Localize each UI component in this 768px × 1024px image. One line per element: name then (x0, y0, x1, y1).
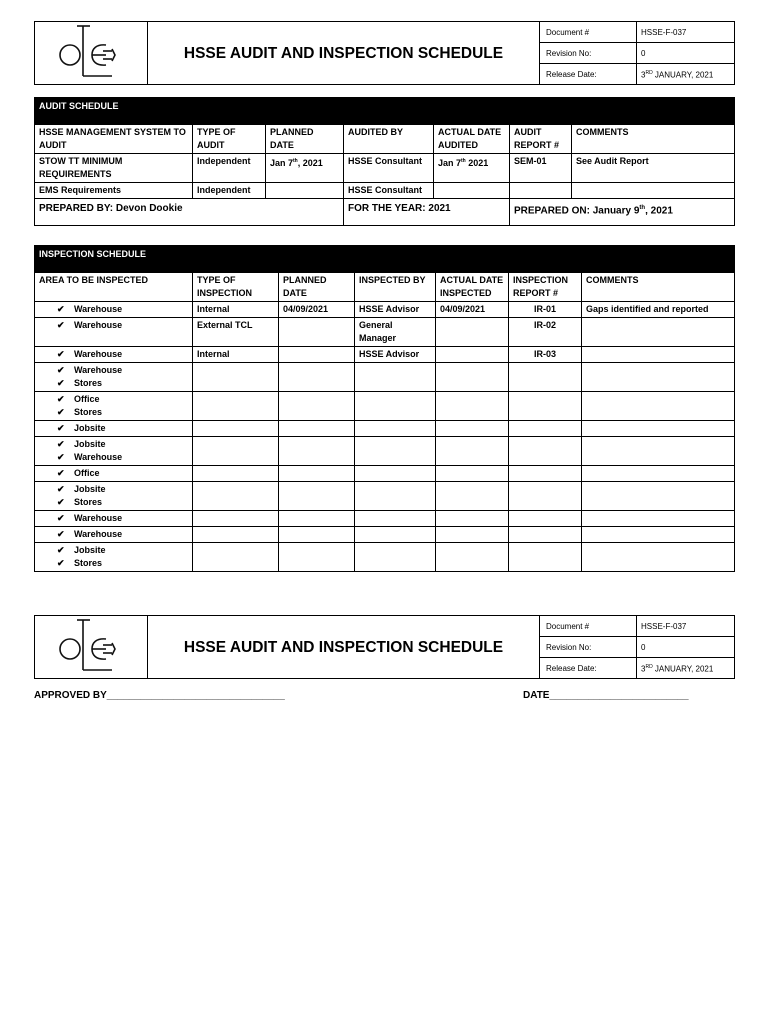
inspection-cell-actual: 04/09/2021 (436, 302, 509, 318)
col-header: PLANNED DATE (266, 125, 344, 154)
inspection-cell-report (509, 363, 582, 392)
audit-cell-type: Independent (193, 154, 266, 183)
inspection-cell-planned (279, 421, 355, 437)
inspection-cell-comments (582, 527, 735, 543)
revision-value: 0 (637, 43, 735, 64)
inspection-cell-report: IR-03 (509, 347, 582, 363)
inspection-cell-comments (582, 511, 735, 527)
inspection-cell-area (35, 392, 193, 421)
inspection-cell-by: HSSE Advisor (355, 347, 436, 363)
area-item: ✔ Warehouse (57, 513, 123, 523)
audit-cell-actual: Jan 7th 2021 (434, 154, 510, 183)
for-year: FOR THE YEAR: 2021 (344, 199, 510, 226)
checkmark-icon: ✔ (57, 407, 65, 417)
inspection-cell-comments (582, 543, 735, 572)
inspection-cell-report (509, 527, 582, 543)
inspection-cell-type (193, 437, 279, 466)
prepared-on: PREPARED ON: January 9th, 2021 (510, 199, 735, 226)
inspection-row (35, 543, 735, 572)
document-header (34, 21, 734, 85)
area-item: ✔ Warehouse (57, 320, 123, 330)
checkmark-icon: ✔ (57, 545, 65, 555)
revision-label: Revision No: (540, 637, 637, 658)
logo-icon (56, 616, 126, 674)
date-line: DATE_________________________ (523, 690, 689, 701)
inspection-cell-report: IR-01 (509, 302, 582, 318)
inspection-cell-planned (279, 392, 355, 421)
audit-schedule-table (34, 97, 735, 226)
checkmark-icon: ✔ (57, 513, 65, 523)
inspection-cell-actual (436, 511, 509, 527)
prepared-by: PREPARED BY: Devon Dookie (35, 199, 344, 226)
area-item: ✔ Jobsite (57, 439, 106, 449)
inspection-cell-area (35, 543, 193, 572)
checkmark-icon: ✔ (57, 558, 65, 568)
inspection-row (35, 527, 735, 543)
inspection-row (35, 437, 735, 466)
inspection-cell-planned: 04/09/2021 (279, 302, 355, 318)
inspection-cell-comments (582, 437, 735, 466)
audit-cell-comments (572, 183, 735, 199)
audit-cell-system: EMS Requirements (35, 183, 193, 199)
inspection-cell-comments (582, 482, 735, 511)
inspection-cell-area (35, 347, 193, 363)
inspection-cell-report (509, 392, 582, 421)
inspection-cell-report (509, 437, 582, 466)
document-number-value: HSSE-F-037 (637, 616, 735, 637)
inspection-cell-report (509, 482, 582, 511)
checkmark-icon: ✔ (57, 452, 65, 462)
document-title: HSSE AUDIT AND INSPECTION SCHEDULE (148, 616, 540, 679)
inspection-cell-comments (582, 392, 735, 421)
inspection-cell-planned (279, 511, 355, 527)
col-header: HSSE MANAGEMENT SYSTEM TO AUDIT (35, 125, 193, 154)
document-number-value: HSSE-F-037 (637, 22, 735, 43)
checkmark-icon: ✔ (57, 484, 65, 494)
inspection-cell-area (35, 421, 193, 437)
inspection-cell-planned (279, 347, 355, 363)
inspection-section-title: INSPECTION SCHEDULE (35, 246, 735, 273)
area-item: ✔ Office (57, 468, 100, 478)
inspection-header-row (35, 273, 735, 302)
inspection-cell-by (355, 466, 436, 482)
area-item: ✔ Jobsite (57, 484, 106, 494)
inspection-cell-by (355, 511, 436, 527)
inspection-cell-type (193, 392, 279, 421)
inspection-cell-type: Internal (193, 302, 279, 318)
logo-icon (56, 22, 126, 80)
document-title: HSSE AUDIT AND INSPECTION SCHEDULE (148, 22, 540, 85)
area-item: ✔ Warehouse (57, 452, 123, 462)
inspection-cell-by (355, 527, 436, 543)
area-item: ✔ Stores (57, 407, 103, 417)
checkmark-icon: ✔ (57, 304, 65, 314)
audit-row (35, 154, 735, 183)
inspection-cell-area (35, 437, 193, 466)
inspection-cell-actual (436, 318, 509, 347)
audit-cell-report: SEM-01 (510, 154, 572, 183)
release-date-label: Release Date: (540, 658, 637, 679)
inspection-cell-type (193, 421, 279, 437)
area-item: ✔ Warehouse (57, 349, 123, 359)
inspection-cell-area (35, 527, 193, 543)
inspection-cell-actual (436, 543, 509, 572)
inspection-row (35, 511, 735, 527)
audit-cell-type: Independent (193, 183, 266, 199)
inspection-cell-type: Internal (193, 347, 279, 363)
inspection-cell-comments (582, 421, 735, 437)
col-header: INSPECTED BY (355, 273, 436, 302)
inspection-cell-by: HSSE Advisor (355, 302, 436, 318)
inspection-cell-area (35, 466, 193, 482)
col-header: ACTUAL DATE AUDITED (434, 125, 510, 154)
inspection-cell-actual (436, 347, 509, 363)
inspection-cell-report (509, 511, 582, 527)
inspection-cell-by (355, 363, 436, 392)
inspection-cell-report: IR-02 (509, 318, 582, 347)
inspection-row (35, 302, 735, 318)
inspection-cell-actual (436, 392, 509, 421)
revision-value: 0 (637, 637, 735, 658)
inspection-cell-area (35, 318, 193, 347)
inspection-cell-planned (279, 318, 355, 347)
area-item: ✔ Stores (57, 558, 103, 568)
inspection-schedule-table (34, 245, 735, 572)
document-header-repeat (34, 615, 734, 679)
inspection-cell-type (193, 482, 279, 511)
inspection-row (35, 318, 735, 347)
company-logo (35, 616, 148, 679)
inspection-cell-type (193, 543, 279, 572)
area-item: ✔ Warehouse (57, 365, 123, 375)
inspection-row (35, 347, 735, 363)
inspection-cell-area (35, 482, 193, 511)
inspection-cell-area (35, 511, 193, 527)
inspection-cell-by (355, 482, 436, 511)
checkmark-icon: ✔ (57, 320, 65, 330)
inspection-row (35, 482, 735, 511)
inspection-cell-type (193, 511, 279, 527)
checkmark-icon: ✔ (57, 394, 65, 404)
checkmark-icon: ✔ (57, 365, 65, 375)
col-header: AUDITED BY (344, 125, 434, 154)
inspection-cell-actual (436, 482, 509, 511)
inspection-cell-type: External TCL (193, 318, 279, 347)
inspection-cell-by: General Manager (355, 318, 436, 347)
inspection-row (35, 363, 735, 392)
inspection-cell-by (355, 437, 436, 466)
col-header: PLANNED DATE (279, 273, 355, 302)
checkmark-icon: ✔ (57, 497, 65, 507)
inspection-cell-comments (582, 318, 735, 347)
audit-cell-by: HSSE Consultant (344, 183, 434, 199)
area-item: ✔ Stores (57, 378, 103, 388)
inspection-cell-actual (436, 421, 509, 437)
checkmark-icon: ✔ (57, 468, 65, 478)
approved-by-line: APPROVED BY________________________________ (34, 690, 285, 701)
release-date-label: Release Date: (540, 64, 637, 85)
checkmark-icon: ✔ (57, 439, 65, 449)
col-header: TYPE OF INSPECTION (193, 273, 279, 302)
inspection-cell-type (193, 466, 279, 482)
inspection-cell-planned (279, 482, 355, 511)
audit-cell-system: STOW TT MINIMUM REQUIREMENTS (35, 154, 193, 183)
document-number-label: Document # (540, 22, 637, 43)
inspection-cell-planned (279, 543, 355, 572)
inspection-cell-comments (582, 347, 735, 363)
col-header: COMMENTS (572, 125, 735, 154)
inspection-cell-report (509, 421, 582, 437)
inspection-cell-planned (279, 437, 355, 466)
inspection-cell-area (35, 302, 193, 318)
area-item: ✔ Stores (57, 497, 103, 507)
document-number-label: Document # (540, 616, 637, 637)
audit-cell-planned: Jan 7th, 2021 (266, 154, 344, 183)
audit-section-title: AUDIT SCHEDULE (35, 98, 735, 125)
inspection-cell-comments: Gaps identified and reported (582, 302, 735, 318)
inspection-cell-report (509, 466, 582, 482)
inspection-cell-comments (582, 363, 735, 392)
inspection-cell-area (35, 363, 193, 392)
inspection-cell-report (509, 543, 582, 572)
audit-cell-planned (266, 183, 344, 199)
inspection-cell-type (193, 363, 279, 392)
inspection-cell-planned (279, 466, 355, 482)
col-header: AREA TO BE INSPECTED (35, 273, 193, 302)
audit-header-row (35, 125, 735, 154)
audit-row (35, 183, 735, 199)
inspection-cell-by (355, 421, 436, 437)
audit-cell-actual (434, 183, 510, 199)
area-item: ✔ Jobsite (57, 423, 106, 433)
revision-label: Revision No: (540, 43, 637, 64)
company-logo (35, 22, 148, 85)
col-header: INSPECTION REPORT # (509, 273, 582, 302)
col-header: COMMENTS (582, 273, 735, 302)
inspection-cell-planned (279, 527, 355, 543)
inspection-cell-by (355, 392, 436, 421)
audit-cell-by: HSSE Consultant (344, 154, 434, 183)
inspection-row (35, 421, 735, 437)
checkmark-icon: ✔ (57, 349, 65, 359)
inspection-row (35, 392, 735, 421)
area-item: ✔ Office (57, 394, 100, 404)
checkmark-icon: ✔ (57, 423, 65, 433)
inspection-cell-by (355, 543, 436, 572)
area-item: ✔ Warehouse (57, 529, 123, 539)
prepared-row (35, 199, 735, 226)
col-header: AUDIT REPORT # (510, 125, 572, 154)
checkmark-icon: ✔ (57, 529, 65, 539)
audit-cell-report (510, 183, 572, 199)
inspection-cell-actual (436, 527, 509, 543)
audit-cell-comments: See Audit Report (572, 154, 735, 183)
col-header: TYPE OF AUDIT (193, 125, 266, 154)
area-item: ✔ Jobsite (57, 545, 106, 555)
release-date-value: 3RD JANUARY, 2021 (637, 658, 735, 679)
checkmark-icon: ✔ (57, 378, 65, 388)
inspection-cell-actual (436, 437, 509, 466)
col-header: ACTUAL DATE INSPECTED (436, 273, 509, 302)
inspection-cell-planned (279, 363, 355, 392)
release-date-value: 3RD JANUARY, 2021 (637, 64, 735, 85)
area-item: ✔ Warehouse (57, 304, 123, 314)
inspection-cell-actual (436, 466, 509, 482)
inspection-row (35, 466, 735, 482)
inspection-cell-actual (436, 363, 509, 392)
inspection-cell-type (193, 527, 279, 543)
inspection-cell-comments (582, 466, 735, 482)
